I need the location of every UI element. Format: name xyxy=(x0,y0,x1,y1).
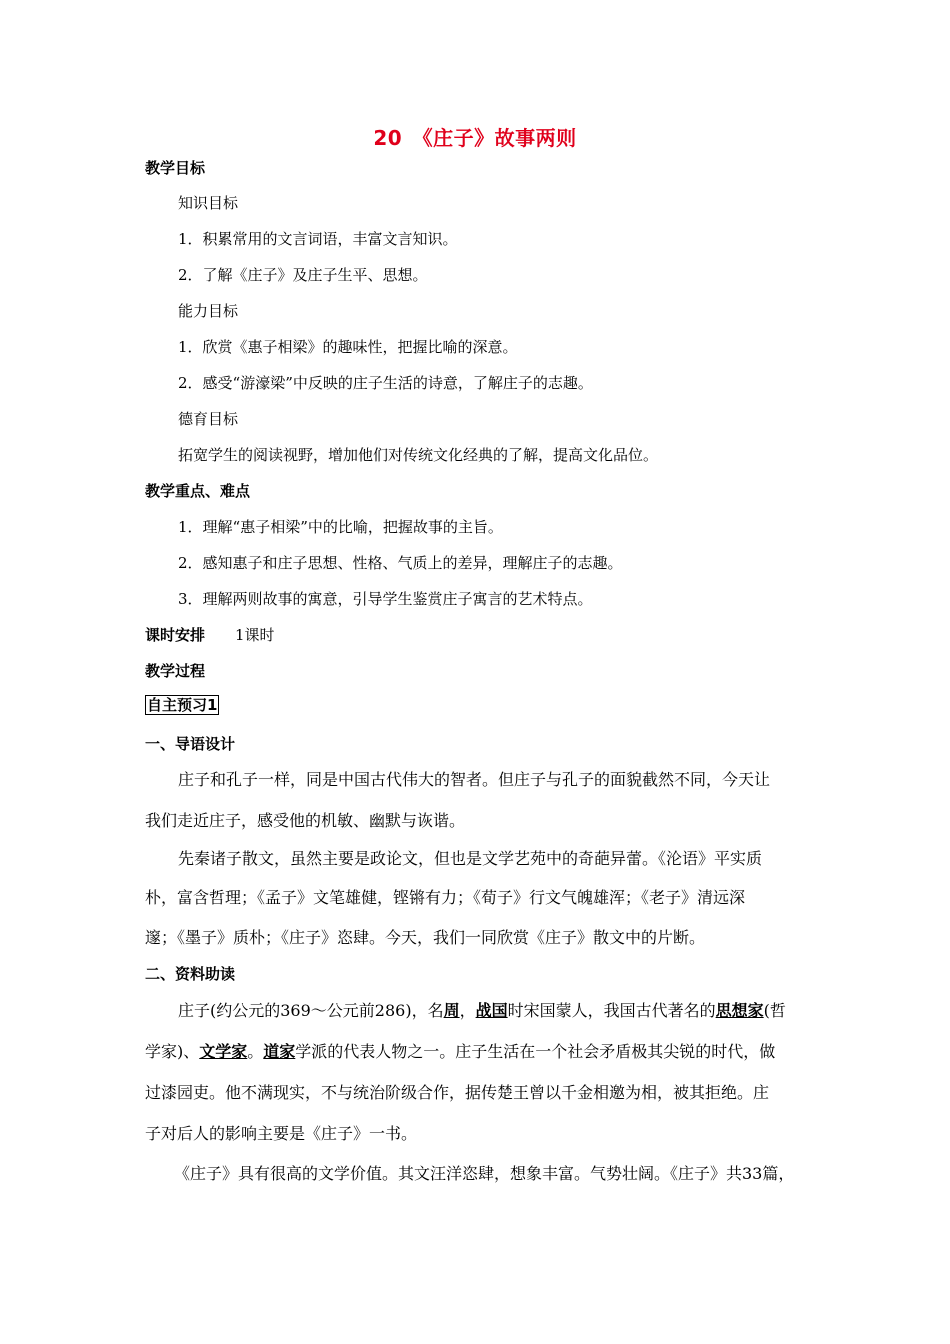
material-paragraph-line: 《庄子》具有很高的文学价值。其文汪洋恣肆，想象丰富。气势壮阔。《庄子》共33篇， xyxy=(174,1164,795,1183)
schedule-heading: 课时安排 xyxy=(145,626,206,644)
preview-box-row xyxy=(145,695,219,715)
ability-item: 2．感受“游濠梁”中反映的庄子生活的诗意，了解庄子的志趣。 xyxy=(178,374,593,392)
material-paragraph-line xyxy=(145,1041,775,1063)
material-paragraph-line: 子对后人的影响主要是《庄子》一书。 xyxy=(145,1124,418,1143)
process-heading: 教学过程 xyxy=(145,662,206,680)
material-paragraph-line xyxy=(178,1000,786,1022)
knowledge-heading: 知识目标 xyxy=(178,194,239,212)
intro-paragraph-line: 庄子和孔子一样，同是中国古代伟大的智者。但庄子与孔子的面貌截然不同，今天让 xyxy=(178,770,771,789)
knowledge-item: 1．积累常用的文言词语，丰富文言知识。 xyxy=(178,230,458,248)
material-heading: 二、资料助读 xyxy=(145,965,236,983)
goals-heading: 教学目标 xyxy=(145,159,206,177)
page-title: 20 《庄子》故事两则 xyxy=(373,126,577,150)
text-run: (哲 xyxy=(763,1001,786,1020)
ability-item: 1．欣赏《惠子相梁》的趣味性，把握比喻的深意。 xyxy=(178,338,518,356)
material-paragraph-line: 过漆园吏。他不满现实，不与统治阶级合作，据传楚王曾以千金相邀为相，被其拒绝。庄 xyxy=(145,1083,770,1102)
text-run: 庄子(约公元的369～公元前286)，名 xyxy=(178,1001,444,1020)
knowledge-item: 2．了解《庄子》及庄子生平、思想。 xyxy=(178,266,428,284)
intro-paragraph-line: 我们走近庄子，感受他的机敏、幽默与诙谐。 xyxy=(145,811,466,830)
intro-paragraph-line: 朴，富含哲理；《孟子》文笔雄健，铿锵有力；《荀子》行文气魄雄浑；《老子》清远深 xyxy=(145,888,746,907)
moral-text: 拓宽学生的阅读视野，增加他们对传统文化经典的了解，提高文化品位。 xyxy=(178,446,659,464)
ability-heading: 能力目标 xyxy=(178,302,239,320)
underlined-term[interactable]: 道家 xyxy=(263,1042,296,1061)
text-run: 时宋国蒙人，我国古代著名的 xyxy=(507,1001,716,1020)
text-run: 学派的代表人物之一。庄子生活在一个社会矛盾极其尖锐的时代，做 xyxy=(295,1042,776,1061)
key-item: 2．感知惠子和庄子思想、性格、气质上的差异，理解庄子的志趣。 xyxy=(178,554,623,572)
schedule-row xyxy=(145,624,275,646)
underlined-term[interactable]: 战国 xyxy=(475,1001,508,1020)
underlined-term[interactable]: 思想家 xyxy=(715,1001,764,1020)
text-run: 学家)、 xyxy=(145,1042,200,1061)
underlined-term[interactable]: 文学家 xyxy=(199,1042,248,1061)
text-run: ， xyxy=(459,1001,476,1020)
key-item: 3．理解两则故事的寓意，引导学生鉴赏庄子寓言的艺术特点。 xyxy=(178,590,593,608)
schedule-value: 1课时 xyxy=(235,626,275,644)
underlined-term[interactable]: 周 xyxy=(443,1001,460,1020)
key-points-heading: 教学重点、难点 xyxy=(145,482,251,500)
key-item: 1．理解“惠子相梁”中的比喻，把握故事的主旨。 xyxy=(178,518,503,536)
moral-heading: 德育目标 xyxy=(178,410,239,428)
intro-paragraph-line: 邃；《墨子》质朴；《庄子》恣肆。今天，我们一同欣赏《庄子》散文中的片断。 xyxy=(145,928,706,947)
text-run: 。 xyxy=(247,1042,264,1061)
preview-box: 自主预习1 xyxy=(147,696,218,714)
intro-paragraph-line: 先秦诸子散文，虽然主要是政论文，但也是文学艺苑中的奇葩异蕾。《沦语》平实质 xyxy=(178,849,763,868)
intro-heading: 一、导语设计 xyxy=(145,735,236,753)
